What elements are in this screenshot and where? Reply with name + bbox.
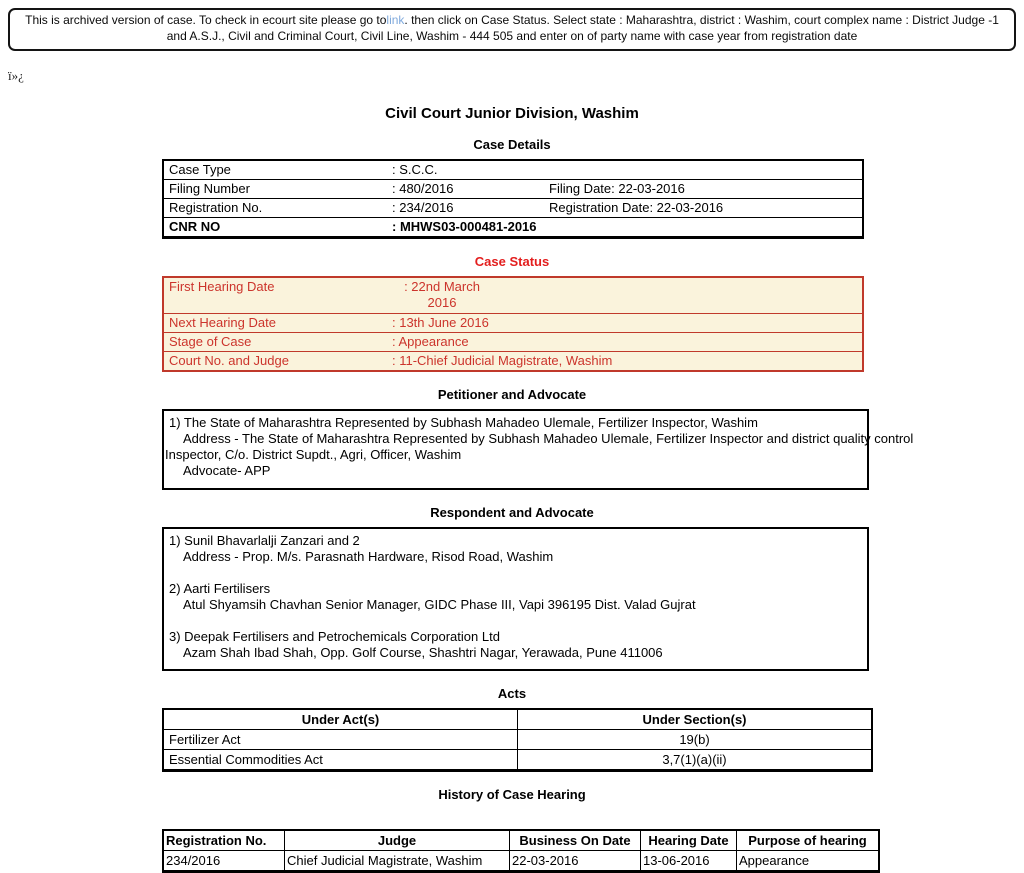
cnr-no-extra — [547, 218, 863, 238]
act-name-cell: Essential Commodities Act — [163, 750, 518, 771]
case-status-heading: Case Status — [474, 254, 550, 269]
first-hearing-date-value — [390, 277, 863, 314]
court-no-and-judge-value: : 11-Chief Judicial Magistrate, Washim — [390, 352, 863, 372]
respondent-line: Azam Shah Ibad Shah, Opp. Golf Course, Shashtri Nagar, Yerawada, Pune 411006 — [183, 645, 663, 660]
petitioner-line: 1) The State of Maharashtra Represented by Subhash Mahadeo Ulemale, Fertilizer Inspector, Washim — [169, 415, 758, 430]
first-hearing-date-label: First Hearing Date — [169, 279, 275, 294]
respondent-line: 2) Aarti Fertilisers — [169, 581, 271, 596]
business-on-date-column-header: Business On Date — [510, 830, 641, 851]
next-hearing-date-label: Next Hearing Date — [163, 314, 390, 333]
bom-artifact-text: ï»¿ — [8, 68, 24, 83]
first-hearing-date-line2: 2016 — [427, 295, 457, 310]
filing-date-value: Filing Date: 22-03-2016 — [547, 180, 863, 199]
table-row — [163, 199, 863, 218]
act-section-cell: 19(b) — [518, 730, 873, 750]
next-hearing-date-value: : 13th June 2016 — [390, 314, 863, 333]
table-row — [163, 314, 863, 333]
history-registration-no-cell: 234/2016 — [163, 851, 285, 872]
respondent-line-blank — [164, 565, 861, 581]
petitioner-line: Advocate- APP — [183, 463, 271, 478]
respondent-line: 3) Deepak Fertilisers and Petrochemicals Corporation Ltd — [169, 629, 500, 644]
respondent-box — [162, 527, 869, 671]
history-table — [162, 829, 880, 873]
cnr-no-label: CNR NO — [163, 218, 390, 238]
table-row — [163, 160, 863, 180]
filing-number-value: : 480/2016 — [390, 180, 547, 199]
table-row — [163, 180, 863, 199]
under-acts-column-header: Under Act(s) — [163, 709, 518, 730]
respondent-heading: Respondent and Advocate — [430, 505, 594, 520]
history-judge-cell: Chief Judicial Magistrate, Washim — [285, 851, 510, 872]
judge-column-header: Judge — [285, 830, 510, 851]
petitioner-line: Address - The State of Maharashtra Represented by Subhash Mahadeo Ulemale, Fertilizer Inspector and district quality control — [183, 431, 914, 446]
respondent-line-blank — [164, 613, 861, 629]
case-type-value: : S.C.C. — [392, 162, 438, 177]
respondent-line: Atul Shyamsih Chavhan Senior Manager, GIDC Phase III, Vapi 396195 Dist. Valad Gujrat — [183, 597, 696, 612]
page-title: Civil Court Junior Division, Washim — [385, 105, 639, 122]
under-sections-column-header: Under Section(s) — [518, 709, 873, 730]
registration-no-label: Registration No. — [163, 199, 390, 218]
petitioner-line: Inspector, C/o. District Supdt., Agri, Officer, Washim — [165, 447, 462, 462]
stage-of-case-label: Stage of Case — [163, 333, 390, 352]
table-header-row — [163, 830, 879, 851]
case-type-label: Case Type — [169, 162, 231, 177]
table-row — [163, 218, 863, 238]
banner-text-after: . then click on Case Status. Select state : Maharashtra, district : Washim, court complex name : District Judge -1 and A.S.J., Civil and Criminal Court, Civil Line, Washim - 444 505 and enter on of party name with case year from registration date — [166, 13, 999, 43]
banner-text-before: This is archived version of case. To check in ecourt site please go to — [25, 13, 387, 27]
petitioner-heading: Petitioner and Advocate — [437, 387, 587, 402]
table-row — [163, 750, 872, 771]
case-status-table — [162, 276, 864, 372]
table-row — [163, 851, 879, 872]
court-no-and-judge-label: Court No. and Judge — [163, 352, 390, 372]
history-purpose-cell: Appearance — [737, 851, 880, 872]
filing-number-label: Filing Number — [163, 180, 390, 199]
acts-heading: Acts — [497, 686, 527, 701]
cnr-no-value: : MHWS03-000481-2016 — [390, 218, 547, 238]
act-section-cell: 3,7(1)(a)(ii) — [518, 750, 873, 771]
registration-date-value: Registration Date: 22-03-2016 — [547, 199, 863, 218]
stage-of-case-value: : Appearance — [390, 333, 863, 352]
history-business-on-date-cell: 22-03-2016 — [510, 851, 641, 872]
case-details-heading: Case Details — [473, 137, 551, 152]
table-row — [163, 730, 872, 750]
case-type-extra — [547, 160, 863, 180]
acts-table — [162, 708, 873, 772]
ecourt-site-link[interactable]: link — [386, 13, 405, 27]
history-hearing-date-cell: 13-06-2016 — [641, 851, 737, 872]
act-name-cell: Fertilizer Act — [163, 730, 518, 750]
case-details-table — [162, 159, 864, 239]
table-row — [163, 333, 863, 352]
respondent-line: Address - Prop. M/s. Parasnath Hardware, Risod Road, Washim — [183, 549, 554, 564]
purpose-of-hearing-column-header: Purpose of hearing — [737, 830, 880, 851]
table-row — [163, 352, 863, 372]
main-content — [162, 105, 914, 873]
table-header-row — [163, 709, 872, 730]
petitioner-box — [162, 409, 914, 490]
first-hearing-date-line1: : 22nd March — [404, 279, 480, 294]
hearing-date-column-header: Hearing Date — [641, 830, 737, 851]
history-heading: History of Case Hearing — [438, 787, 586, 802]
table-row — [163, 277, 863, 314]
respondent-line: 1) Sunil Bhavarlalji Zanzari and 2 — [169, 533, 360, 548]
registration-no-value: : 234/2016 — [390, 199, 547, 218]
registration-no-column-header: Registration No. — [163, 830, 285, 851]
archived-version-banner — [8, 8, 1016, 51]
